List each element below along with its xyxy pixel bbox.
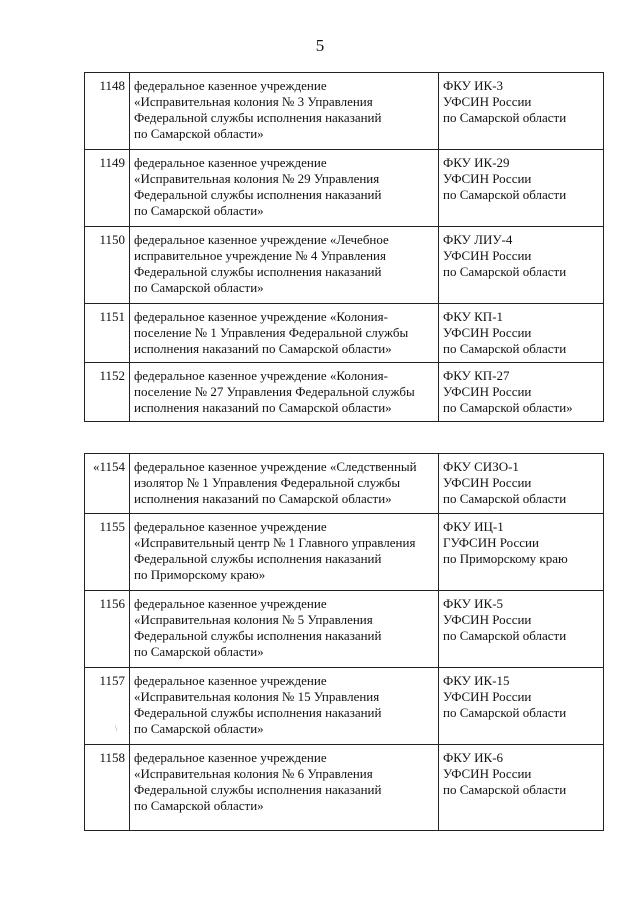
institution-short-name: ФКУ ИЦ-1 ГУФСИН России по Приморскому краю: [439, 514, 604, 591]
institution-full-name: федеральное казенное учреждение «Исправительная колония № 5 Управления Федеральной службы исполнения наказаний по Самарской области»: [130, 591, 439, 668]
institution-full-name: федеральное казенное учреждение «Колония- поселение № 27 Управления Федеральной службы исполнения наказаний по Самарской области»: [130, 363, 439, 422]
row-number: «1154: [85, 454, 130, 514]
institution-full-name: федеральное казенное учреждение «Исправительная колония № 15 Управления Федеральной службы исполнения наказаний по Самарской области»: [130, 668, 439, 745]
page-number: 5: [315, 36, 325, 55]
institution-short-name: ФКУ ЛИУ-4 УФСИН России по Самарской области: [439, 227, 604, 304]
row-number: 1150: [85, 227, 130, 304]
stray-mark: \: [115, 724, 118, 733]
institution-full-name: федеральное казенное учреждение «Следственный изолятор № 1 Управления Федеральной службы исполнения наказаний по Самарской области»: [130, 454, 439, 514]
institution-short-name: ФКУ ИК-15 УФСИН России по Самарской области: [439, 668, 604, 745]
row-number: 1148: [85, 73, 130, 150]
table-row: [85, 227, 604, 304]
institution-full-name: федеральное казенное учреждение «Исправительная колония № 3 Управления Федеральной службы исполнения наказаний по Самарской области»: [130, 73, 439, 150]
table-row: [85, 363, 604, 422]
table-row: [85, 745, 604, 831]
row-number: 1156: [85, 591, 130, 668]
row-number: 1157: [85, 668, 130, 745]
institution-short-name: ФКУ КП-27 УФСИН России по Самарской области»: [439, 363, 604, 422]
table-row: [85, 73, 604, 150]
row-number: 1149: [85, 150, 130, 227]
institution-short-name: ФКУ ИК-5 УФСИН России по Самарской области: [439, 591, 604, 668]
table-row: [85, 304, 604, 363]
row-number: 1151: [85, 304, 130, 363]
institution-full-name: федеральное казенное учреждение «Лечебное исправительное учреждение № 4 Управления Федеральной службы исполнения наказаний по Самарской области»: [130, 227, 439, 304]
institution-short-name: ФКУ КП-1 УФСИН России по Самарской области: [439, 304, 604, 363]
institutions-table-1: [84, 72, 604, 422]
institution-full-name: федеральное казенное учреждение «Исправительная колония № 29 Управления Федеральной службы исполнения наказаний по Самарской области»: [130, 150, 439, 227]
table-row: [85, 591, 604, 668]
table-row: [85, 514, 604, 591]
institution-full-name: федеральное казенное учреждение «Исправительная колония № 6 Управления Федеральной службы исполнения наказаний по Самарской области»: [130, 745, 439, 831]
row-number: 1152: [85, 363, 130, 422]
institution-short-name: ФКУ ИК-3 УФСИН России по Самарской области: [439, 73, 604, 150]
institutions-table-2: [84, 453, 604, 831]
institution-short-name: ФКУ ИК-6 УФСИН России по Самарской области: [439, 745, 604, 831]
institution-full-name: федеральное казенное учреждение «Исправительный центр № 1 Главного управления Федеральной службы исполнения наказаний по Приморскому краю»: [130, 514, 439, 591]
table-row: [85, 150, 604, 227]
institution-short-name: ФКУ СИЗО-1 УФСИН России по Самарской области: [439, 454, 604, 514]
table-row: [85, 454, 604, 514]
row-number: 1155: [85, 514, 130, 591]
table-row: [85, 668, 604, 745]
institution-short-name: ФКУ ИК-29 УФСИН России по Самарской области: [439, 150, 604, 227]
institution-full-name: федеральное казенное учреждение «Колония- поселение № 1 Управления Федеральной службы исполнения наказаний по Самарской области»: [130, 304, 439, 363]
row-number: 1158: [85, 745, 130, 831]
